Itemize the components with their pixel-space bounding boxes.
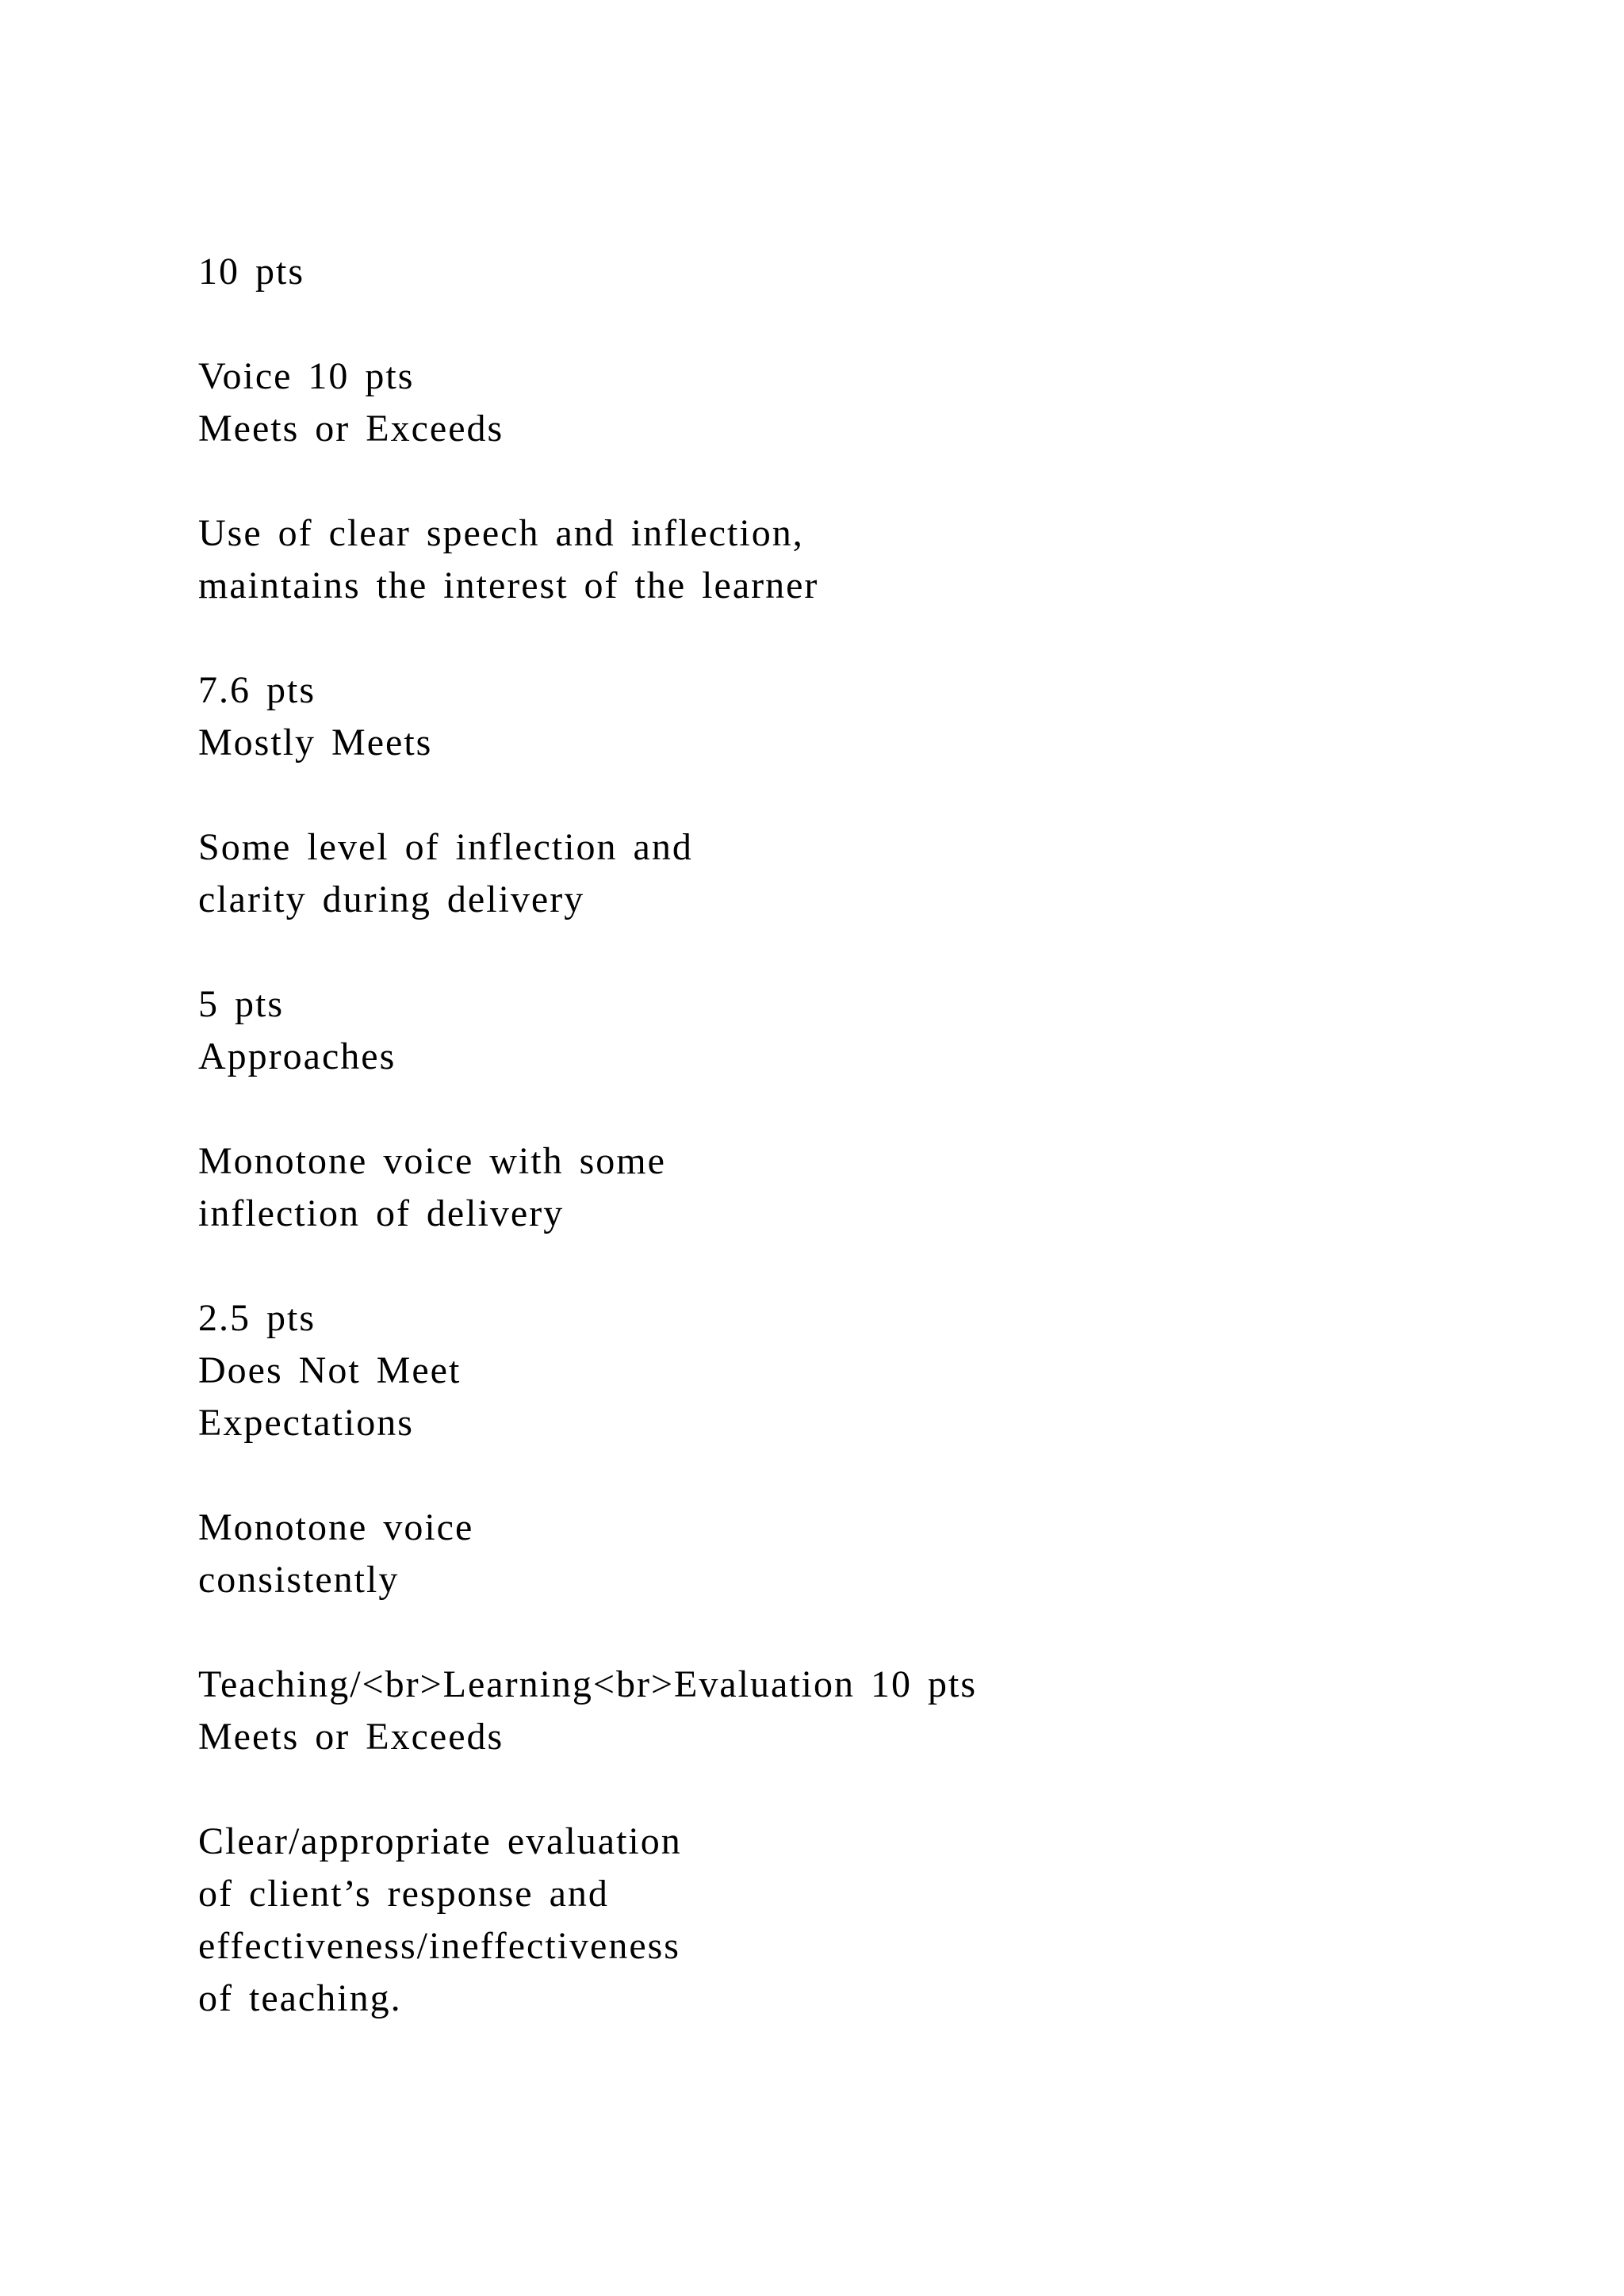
rating-points: 5 pts xyxy=(198,983,285,1025)
rating-description: effectiveness/ineffectiveness xyxy=(198,1925,680,1967)
rating-description: inflection of delivery xyxy=(198,1192,565,1234)
prior-criterion-points: 10 pts xyxy=(198,251,305,293)
rating-description: Use of clear speech and inflection, xyxy=(198,512,804,554)
rating-description: clarity during delivery xyxy=(198,878,585,920)
rating-points: 7.6 pts xyxy=(198,669,316,711)
rating-label: Expectations xyxy=(198,1402,414,1444)
rating-label: Does Not Meet xyxy=(198,1349,462,1391)
criterion-title-voice: Voice 10 pts xyxy=(198,355,415,397)
rating-description: Some level of inflection and xyxy=(198,826,693,868)
rating-label: Mostly Meets xyxy=(198,721,433,763)
rating-description: of client’s response and xyxy=(198,1873,609,1915)
rating-description: of teaching. xyxy=(198,1977,402,2019)
rating-description: Clear/appropriate evaluation xyxy=(198,1820,682,1862)
rating-label: Meets or Exceeds xyxy=(198,408,504,450)
criterion-title-teaching-learning-evaluation: Teaching/<br>Learning<br>Evaluation 10 pts xyxy=(198,1663,978,1705)
rating-points: 2.5 pts xyxy=(198,1297,316,1339)
rating-description: Monotone voice xyxy=(198,1506,474,1548)
rating-description: consistently xyxy=(198,1559,400,1601)
rating-label: Meets or Exceeds xyxy=(198,1716,504,1758)
rating-description: maintains the interest of the learner xyxy=(198,564,819,607)
rating-label: Approaches xyxy=(198,1035,396,1077)
rating-description: Monotone voice with some xyxy=(198,1140,666,1182)
